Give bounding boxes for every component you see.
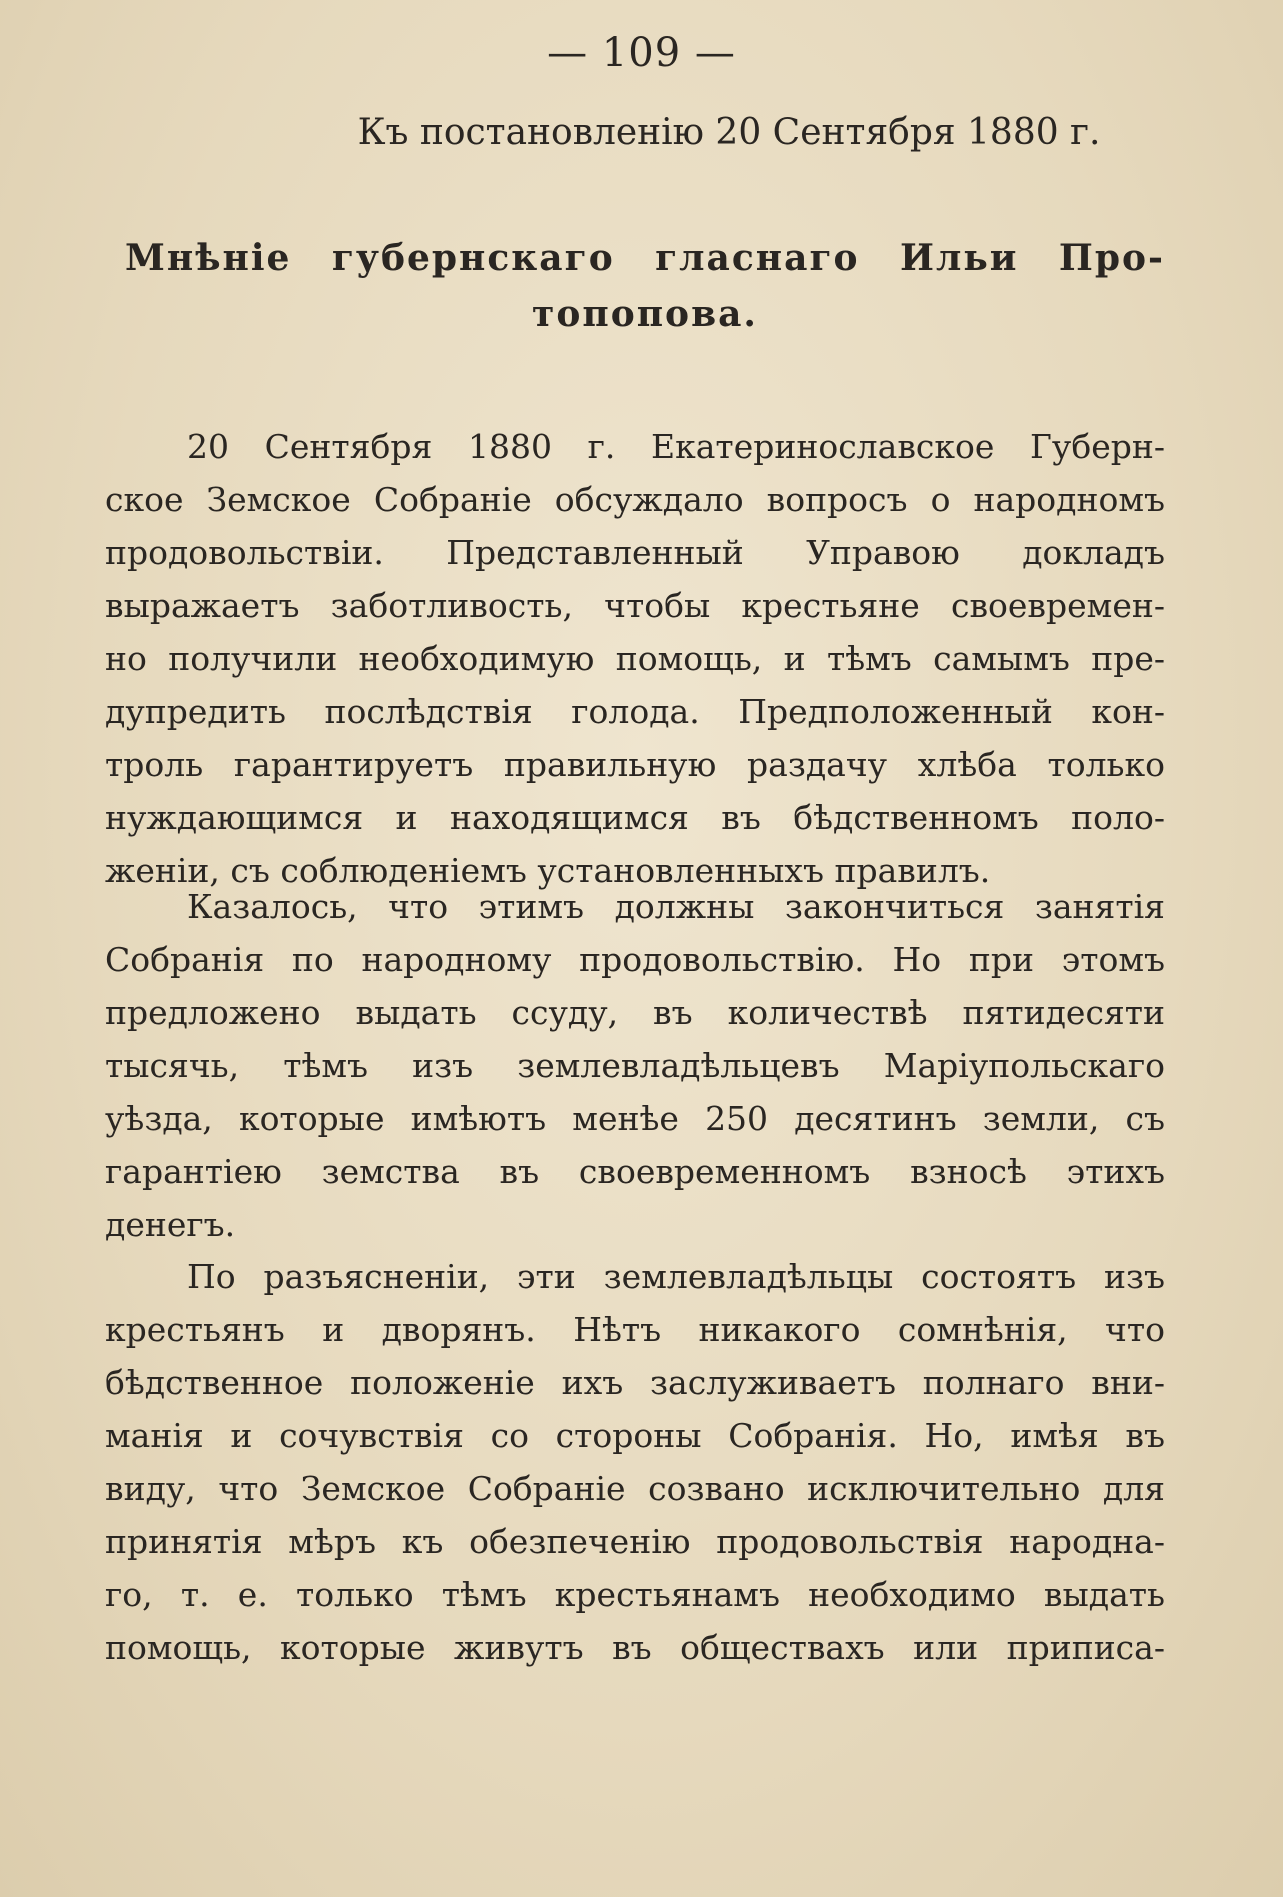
opinion-heading	[125, 230, 1165, 342]
text-line: Собранія по народному продовольствію. Но при этомъ	[105, 940, 1165, 979]
heading-line: Мнѣніе губернскаго гласнаго Ильи Про-	[125, 237, 1165, 279]
text-line: нуждающимся и находящимся въ бѣдственномъ поло-	[105, 798, 1165, 837]
paragraph-2	[105, 880, 1165, 1251]
text-line: бѣдственное положеніе ихъ заслуживаетъ полнаго вни-	[105, 1363, 1165, 1402]
text-line: крестьянъ и дворянъ. Нѣтъ никакого сомнѣнія, что	[105, 1310, 1165, 1349]
text-line: продовольствіи. Представленный Управою докладъ	[105, 533, 1165, 572]
text-line: выражаетъ заботливость, чтобы крестьяне своевремен-	[105, 586, 1165, 625]
page-number: — 109 —	[547, 30, 736, 76]
text-line: помощь, которые живутъ въ обществахъ или приписа-	[105, 1628, 1165, 1667]
text-line: женіи, съ соблюденіемъ установленныхъ правилъ.	[105, 851, 991, 890]
paragraph-1	[105, 420, 1165, 897]
text-line: виду, что Земское Собраніе созвано исключительно для	[105, 1469, 1165, 1508]
text-line: го, т. е. только тѣмъ крестьянамъ необходимо выдать	[105, 1575, 1165, 1614]
heading-line: топопова.	[532, 293, 758, 335]
decree-caption: Къ постановленію 20 Сентября 1880 г.	[357, 112, 1101, 153]
text-line: уѣзда, которые имѣютъ менѣе 250 десятинъ земли, съ	[105, 1099, 1165, 1138]
text-line: предложено выдать ссуду, въ количествѣ пятидесяти	[105, 993, 1165, 1032]
text-line: дупредить послѣдствія голода. Предположенный кон-	[105, 692, 1165, 731]
text-line: ское Земское Собраніе обсуждало вопросъ о народномъ	[105, 480, 1165, 519]
paragraph-3	[105, 1250, 1165, 1674]
text-line: Казалось, что этимъ должны закончиться занятія	[187, 887, 1165, 926]
text-line: манія и сочувствія со стороны Собранія. Но, имѣя въ	[105, 1416, 1165, 1455]
text-line: принятія мѣръ къ обезпеченію продовольствія народна-	[105, 1522, 1165, 1561]
text-line: гарантіею земства въ своевременномъ взносѣ этихъ	[105, 1152, 1165, 1191]
text-line: По разъясненіи, эти землевладѣльцы состоятъ изъ	[187, 1257, 1165, 1296]
text-line: 20 Сентября 1880 г. Екатеринославское Губерн-	[187, 427, 1165, 466]
text-line: но получили необходимую помощь, и тѣмъ самымъ пре-	[105, 639, 1165, 678]
text-line: денегъ.	[105, 1205, 236, 1244]
text-line: троль гарантируетъ правильную раздачу хлѣба только	[105, 745, 1165, 784]
text-line: тысячь, тѣмъ изъ землевладѣльцевъ Маріупольскаго	[105, 1046, 1165, 1085]
